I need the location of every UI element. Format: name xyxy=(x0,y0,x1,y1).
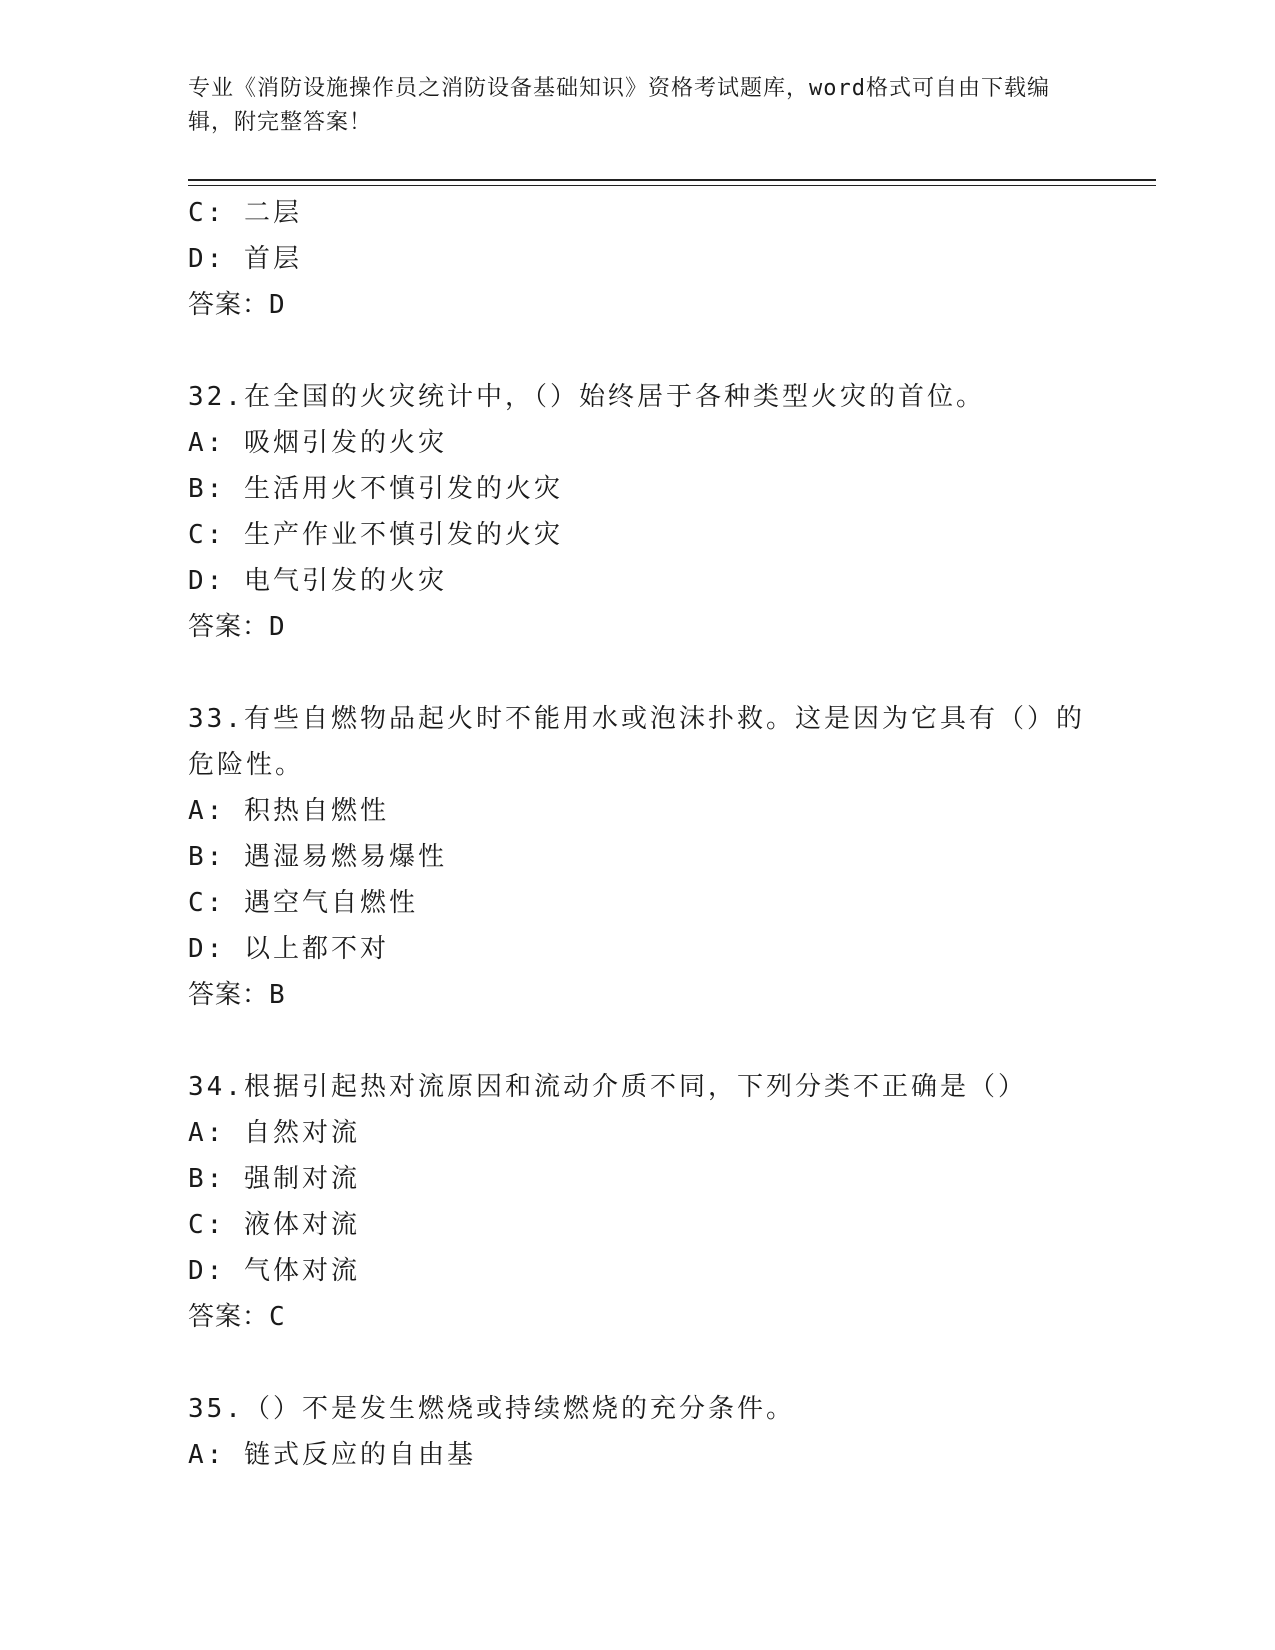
option-b: B: 强制对流 xyxy=(188,1164,360,1194)
option-a: A: 积热自燃性 xyxy=(188,796,389,826)
answer: 答案：B xyxy=(188,980,286,1010)
option-c: C: 二层 xyxy=(188,198,302,228)
question-text: 33.有些自燃物品起火时不能用水或泡沫扑救。这是因为它具有（）的危险性。 xyxy=(188,704,1085,780)
option-a: A: 吸烟引发的火灾 xyxy=(188,428,447,458)
question-32 xyxy=(188,374,1088,650)
option-c: C: 生产作业不慎引发的火灾 xyxy=(188,520,563,550)
question-34 xyxy=(188,1064,1088,1340)
option-a: A: 链式反应的自由基 xyxy=(188,1440,476,1470)
answer: 答案：D xyxy=(188,612,286,642)
question-text: 35.（）不是发生燃烧或持续燃烧的充分条件。 xyxy=(188,1394,795,1424)
question-35 xyxy=(188,1386,1088,1478)
answer: 答案：C xyxy=(188,1302,286,1332)
option-d: D: 电气引发的火灾 xyxy=(188,566,447,596)
question-text: 32.在全国的火灾统计中，（）始终居于各种类型火灾的首位。 xyxy=(188,382,985,412)
question-text: 34.根据引起热对流原因和流动介质不同，下列分类不正确是（） xyxy=(188,1072,1027,1102)
answer: 答案：D xyxy=(188,290,286,320)
header-divider-thin xyxy=(188,185,1156,186)
option-d: D: 以上都不对 xyxy=(188,934,389,964)
header-divider-thick xyxy=(188,179,1156,181)
question-list xyxy=(188,190,1088,1478)
question-33 xyxy=(188,696,1088,1018)
option-d: D: 气体对流 xyxy=(188,1256,360,1286)
option-a: A: 自然对流 xyxy=(188,1118,360,1148)
option-b: B: 遇湿易燃易爆性 xyxy=(188,842,447,872)
document-header: 专业《消防设施操作员之消防设备基础知识》资格考试题库，word格式可自由下载编辑，附完整答案！ xyxy=(188,76,1050,135)
option-c: C: 液体对流 xyxy=(188,1210,360,1240)
option-d: D: 首层 xyxy=(188,244,302,274)
partial-question xyxy=(188,190,1088,328)
option-b: B: 生活用火不慎引发的火灾 xyxy=(188,474,563,504)
option-c: C: 遇空气自燃性 xyxy=(188,888,418,918)
